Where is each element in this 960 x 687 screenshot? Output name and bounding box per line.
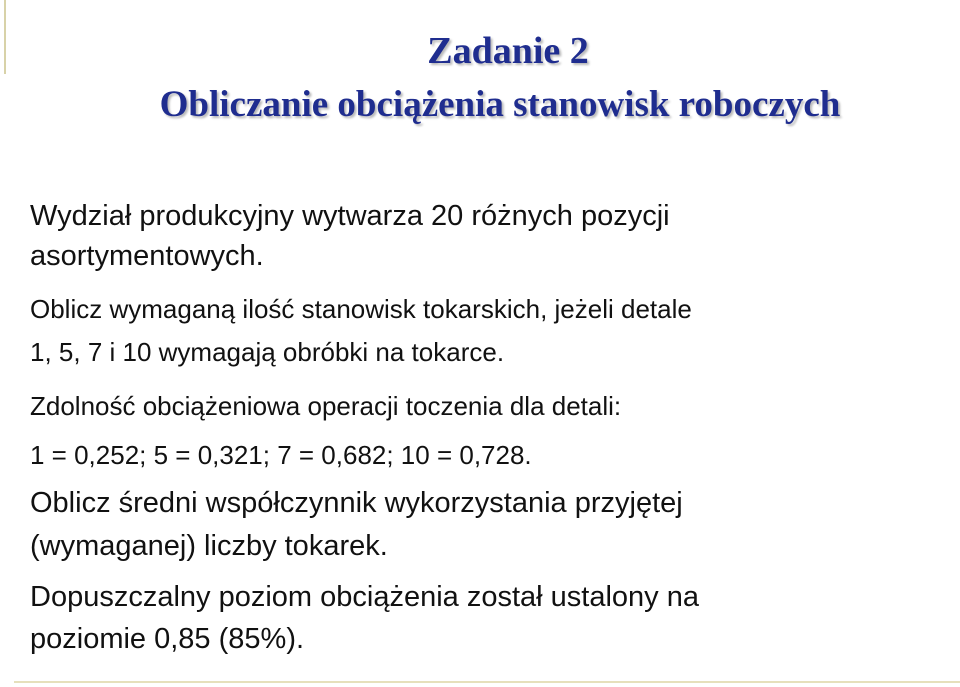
body-line-3: Oblicz wymaganą ilość stanowisk tokarskich, jeżeli detale [30,294,692,324]
body-line-5: Zdolność obciążeniowa operacji toczenia dla detali: [30,391,622,421]
slide-subtitle: Obliczanie obciążenia stanowisk roboczych [159,84,841,125]
body-line-7: Oblicz średni współczynnik wykorzystania przyjętej [30,487,683,519]
body-line-2: asortymentowych. [30,240,264,272]
slide-bottom-edge [14,681,960,683]
body-line-8: (wymaganej) liczby tokarek. [30,530,388,562]
body-line-4: 1, 5, 7 i 10 wymagają obróbki na tokarce. [30,337,505,367]
body-line-6: 1 = 0,252; 5 = 0,321; 7 = 0,682; 10 = 0,728. [30,440,532,470]
body-line-1: Wydział produkcyjny wytwarza 20 różnych pozycji [30,200,670,232]
slide-title: Zadanie 2 [427,30,589,72]
body-line-10: poziomie 0,85 (85%). [30,623,305,655]
body-line-9: Dopuszczalny poziom obciążenia został ustalony na [30,581,699,613]
